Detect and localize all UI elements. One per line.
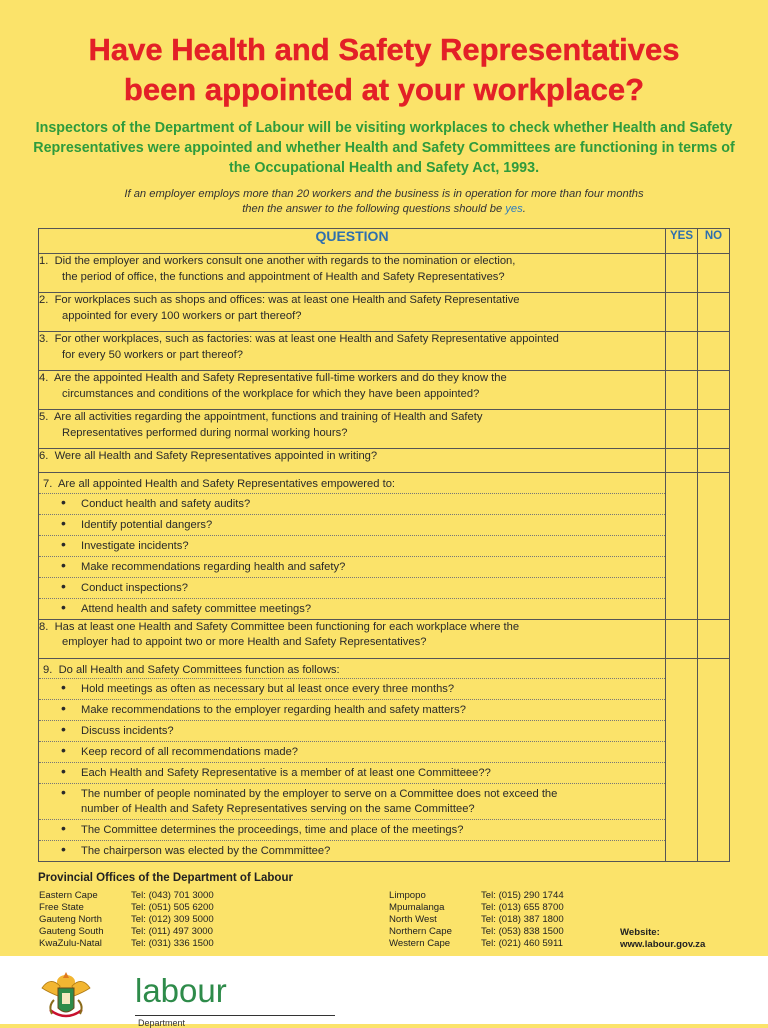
q1-no-box[interactable] (698, 254, 730, 293)
office-row (389, 902, 564, 914)
q1-text-2: the period of office, the functions and appointment of Health and Safety Representatives? (62, 270, 505, 283)
q4-number: 4. (39, 372, 49, 384)
q6-text-1: Were all Health and Safety Representatives appointed in writing? (54, 450, 378, 462)
q9-yes-box[interactable] (666, 658, 698, 862)
q1-number: 1. (39, 255, 49, 267)
office-name: Mpumalanga (389, 902, 445, 913)
question-row-5 (39, 410, 730, 449)
q7-bullet: • Investigate incidents? (39, 535, 665, 556)
office-tel: Tel: (043) 701 3000 (131, 890, 214, 901)
website-block (620, 927, 705, 951)
q9-no-box[interactable] (698, 658, 730, 862)
provincial-list-left (39, 890, 214, 950)
office-name: Western Cape (389, 938, 451, 949)
q9-bullet: • Hold meetings as often as necessary but al least once every three months? (39, 678, 665, 699)
question-row-7 (39, 473, 730, 620)
office-name: Free State (39, 902, 84, 913)
employer-note (60, 187, 708, 217)
table-header (39, 229, 730, 254)
q3-text-1: For other workplaces, such as factories: was at least one Health and Safety Representative appointed (54, 333, 559, 345)
office-tel: Tel: (013) 655 8700 (481, 902, 564, 913)
office-row (39, 926, 214, 938)
provincial-list-right (389, 890, 564, 950)
question-row-4 (39, 371, 730, 410)
office-row (39, 938, 214, 950)
q8-no-box[interactable] (698, 619, 730, 658)
header-yes: YES (666, 229, 698, 254)
q9-bullet: • The chairperson was elected by the Commmittee? (39, 840, 665, 861)
q8-text-1: Has at least one Health and Safety Committee been functioning for each workplace where the (54, 620, 520, 633)
question-row-2 (39, 293, 730, 332)
q5-text-2: Representatives performed during normal working hours? (62, 426, 348, 439)
q9-bullet: • Keep record of all recommendations made? (39, 741, 665, 762)
q8-text-2: employer had to appoint two or more Health and Safety Representatives? (62, 636, 427, 648)
q5-text-1: Are all activities regarding the appointment, functions and training of Health and Safety (53, 411, 483, 423)
office-row (39, 890, 214, 902)
q9-bullet: • Each Health and Safety Representative is a member of at least one Committeee?? (39, 762, 665, 783)
q3-text-2: for every 50 workers or part thereof? (62, 348, 243, 361)
note-period: . (522, 203, 526, 215)
title-line-2: been appointed at your workplace? (123, 72, 645, 107)
q9-bullet: • The Committee determines the proceedings, time and place of the meetings? (39, 819, 665, 840)
q7-number: 7. (43, 478, 53, 490)
q5-yes-box[interactable] (666, 410, 698, 449)
office-name: Gauteng South (39, 926, 104, 937)
coat-of-arms-icon (36, 966, 96, 1024)
q9-bullet: • Make recommendations to the employer regarding health and safety matters? (39, 699, 665, 720)
labour-brand: labour (135, 972, 227, 1009)
office-row (389, 938, 564, 950)
note-yes: yes (505, 203, 523, 215)
office-name: North West (389, 914, 437, 925)
q2-text-1: For workplaces such as shops and offices: was at least one Health and Safety Representative (54, 294, 520, 306)
question-row-3 (39, 332, 730, 371)
q4-text-1: Are the appointed Health and Safety Representative full-time workers and do they know the (53, 372, 507, 384)
question-row-6 (39, 449, 730, 473)
office-tel: Tel: (051) 505 6200 (131, 902, 214, 913)
q7-bullet: • Conduct inspections? (39, 577, 665, 598)
q2-text-2: appointed for every 100 workers or part thereof? (62, 309, 302, 322)
office-tel: Tel: (031) 336 1500 (131, 938, 214, 949)
office-row (389, 914, 564, 926)
office-name: KwaZulu-Natal (39, 938, 102, 949)
office-tel: Tel: (012) 309 5000 (131, 914, 214, 925)
q7-bullet: • Conduct health and safety audits? (39, 493, 665, 514)
q7-bullet: • Identify potential dangers? (39, 514, 665, 535)
q4-text-2: circumstances and conditions of the workplace for which they have been appointed? (62, 387, 480, 400)
office-row (389, 890, 564, 902)
department-label: Department (138, 1018, 186, 1028)
q6-yes-box[interactable] (666, 449, 698, 473)
office-name: Eastern Cape (39, 890, 98, 901)
q8-number: 8. (39, 620, 49, 633)
office-row (389, 926, 564, 938)
q4-no-box[interactable] (698, 371, 730, 410)
office-row (39, 914, 214, 926)
q9-bullet-6-line-2: number of Health and Safety Representatives serving on the same Committee? (81, 803, 475, 815)
q1-text-1: Did the employer and workers consult one another with regards to the nomination or election, (54, 255, 516, 267)
q6-no-box[interactable] (698, 449, 730, 473)
office-tel: Tel: (018) 387 1800 (481, 914, 564, 925)
q3-yes-box[interactable] (666, 332, 698, 371)
note-line-2-text: then the answer to the following questions should be (242, 203, 506, 215)
office-tel: Tel: (011) 497 3000 (131, 926, 213, 937)
q5-no-box[interactable] (698, 410, 730, 449)
q9-number: 9. (43, 663, 53, 676)
q2-number: 2. (39, 294, 49, 306)
poster-title (0, 30, 768, 110)
q7-bullet: • Attend health and safety committee meetings? (39, 598, 665, 619)
header-question: QUESTION (39, 229, 666, 254)
footer-band (0, 956, 768, 1024)
intro-paragraph: Inspectors of the Department of Labour will be visiting workplaces to check whether Health and Safety Representatives were appointed and whether Health and Safety Committees are functioning in terms of the Occupational Health and Safety Act, 1993. (33, 120, 735, 176)
questions-table (38, 228, 730, 862)
note-line-2 (60, 202, 708, 217)
office-name: Limpopo (389, 890, 426, 901)
q4-yes-box[interactable] (666, 371, 698, 410)
q1-yes-box[interactable] (666, 254, 698, 293)
q7-no-box[interactable] (698, 473, 730, 620)
note-line-1: If an employer employs more than 20 workers and the business is in operation for more than four months (124, 188, 644, 200)
q6-number: 6. (39, 450, 49, 462)
office-tel: Tel: (015) 290 1744 (481, 890, 564, 901)
q2-no-box[interactable] (698, 293, 730, 332)
q3-number: 3. (39, 333, 49, 345)
header-no: NO (698, 229, 730, 254)
question-row-8 (39, 619, 730, 658)
q5-number: 5. (39, 411, 49, 423)
question-row-1 (39, 254, 730, 293)
website-link[interactable]: www.labour.gov.za (620, 939, 706, 950)
office-tel: Tel: (021) 460 5911 (481, 938, 563, 949)
question-row-9 (39, 658, 730, 862)
q3-no-box[interactable] (698, 332, 730, 371)
office-name: Gauteng North (39, 914, 102, 925)
q9-bullet-two-line (39, 783, 665, 819)
q2-yes-box[interactable] (666, 293, 698, 332)
title-line-1: Have Health and Safety Representatives (88, 32, 680, 67)
q7-yes-box[interactable] (666, 473, 698, 620)
provincial-offices-title: Provincial Offices of the Department of Labour (38, 872, 293, 884)
brand-divider (135, 1015, 335, 1016)
office-row (39, 902, 214, 914)
q9-bullet: • Discuss incidents? (39, 720, 665, 741)
website-label: Website: (620, 927, 660, 938)
q7-text-1: Are all appointed Health and Safety Representatives empowered to: (57, 478, 396, 490)
q7-bullet: • Make recommendations regarding health and safety? (39, 556, 665, 577)
q8-yes-box[interactable] (666, 619, 698, 658)
q9-text-1: Do all Health and Safety Committees function as follows: (58, 663, 340, 676)
q9-bullet-6-line-1: The number of people nominated by the employer to serve on a Committee does not exceed the (81, 788, 558, 800)
office-tel: Tel: (053) 838 1500 (481, 926, 564, 937)
office-name: Northern Cape (389, 926, 452, 937)
